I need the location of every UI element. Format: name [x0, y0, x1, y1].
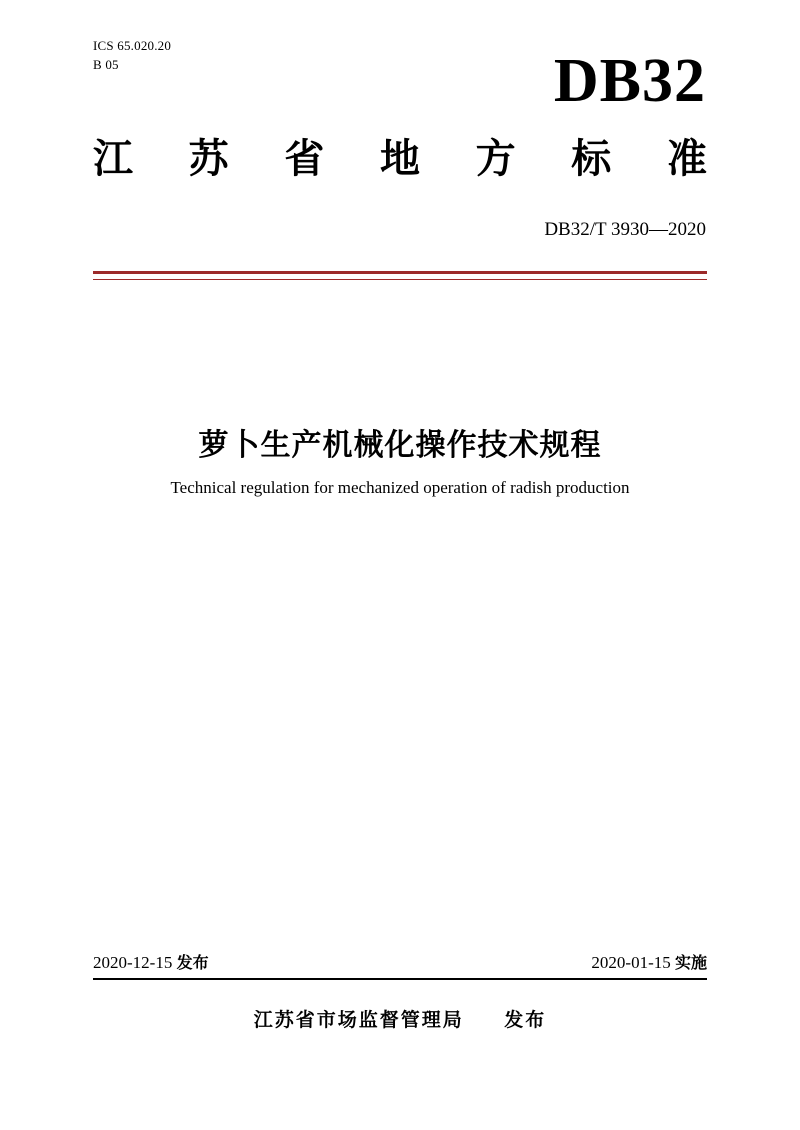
- header-rule-thin: [93, 279, 707, 280]
- title-char-1: 苏: [188, 137, 229, 181]
- standard-number: DB32/T 3930—2020: [544, 219, 706, 240]
- publish-date-block: [93, 950, 209, 973]
- db32-logo: DB32: [553, 47, 706, 115]
- publish-date: 2020-12-15: [93, 953, 173, 972]
- publish-label: 发布: [176, 955, 209, 972]
- issuer-action: 发布: [504, 1010, 547, 1031]
- implement-date: 2020-01-15: [591, 953, 671, 972]
- header-rule-thick: [93, 271, 707, 274]
- classification-code: B 05: [93, 56, 119, 72]
- document-title-chinese: 萝卜生产机械化操作技术规程: [198, 429, 602, 462]
- footer-rule: [93, 978, 707, 980]
- issuer-block: [0, 1005, 800, 1032]
- title-char-6: 准: [666, 137, 707, 181]
- document-title-english: Technical regulation for mechanized operation of radish production: [170, 478, 630, 497]
- implement-label: 实施: [674, 955, 707, 972]
- ics-number: ICS 65.020.20: [93, 38, 172, 53]
- ics-block: [93, 37, 171, 75]
- title-char-5: 标: [571, 137, 612, 181]
- title-char-3: 地: [379, 137, 420, 181]
- title-char-0: 江: [93, 137, 133, 181]
- title-char-2: 省: [284, 137, 325, 181]
- implement-date-block: [591, 950, 707, 973]
- title-char-4: 方: [475, 137, 516, 181]
- standard-type-title: [93, 135, 707, 183]
- footer-dates: [93, 950, 707, 973]
- issuer-name: 江苏省市场监督管理局: [253, 1010, 464, 1031]
